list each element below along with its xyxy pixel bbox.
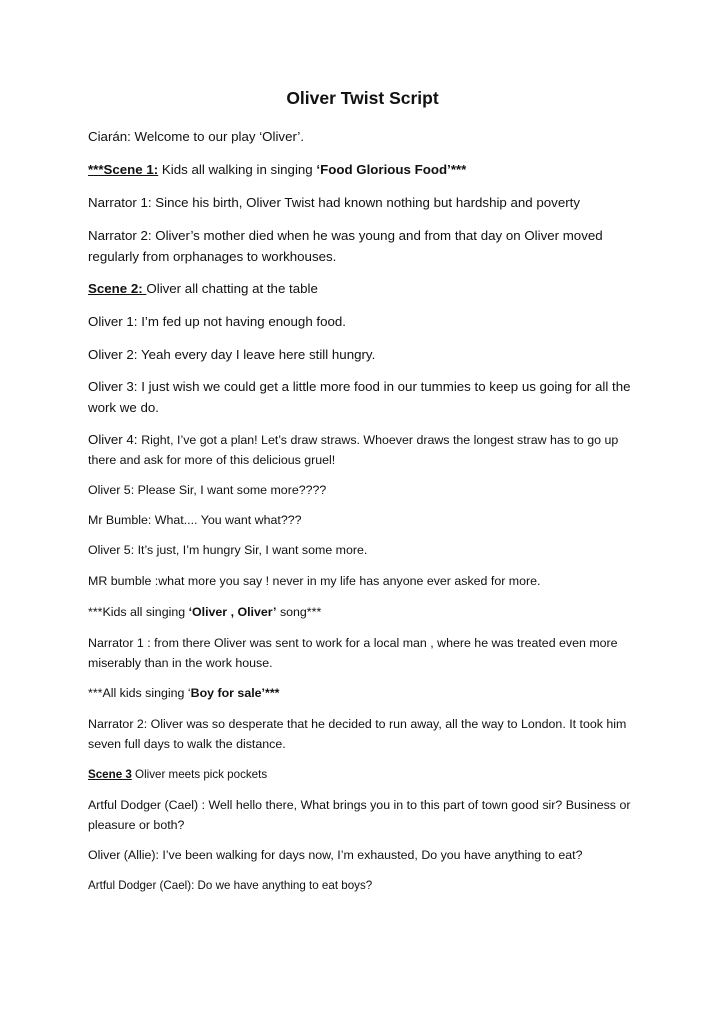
scene1-description: Kids all walking in singing (158, 162, 317, 177)
line-narrator1-work: Narrator 1 : from there Oliver was sent to work for a local man , where he was treated even more miserably than in the work house. (88, 636, 618, 670)
scene3-description: Oliver meets pick pockets (131, 768, 268, 781)
scene1-marker: ***Scene 1: (88, 162, 159, 177)
scene1-heading (88, 159, 648, 180)
song2-prefix: ***Kids all singing (88, 605, 189, 619)
line-oliver5-request: Oliver 5: Please Sir, I want some more???? (88, 483, 327, 497)
line-narrator2-london: Narrator 2: Oliver was so desperate that he decided to run away, all the way to London. It took him seven full days to walk the distance. (88, 717, 627, 751)
song3-prefix: ***All kids singing ‘ (88, 686, 191, 700)
song3-title: Boy for sale’*** (190, 686, 280, 700)
song2-suffix: song*** (276, 605, 322, 619)
scene3-heading (88, 765, 648, 784)
scene2-heading (88, 278, 648, 299)
line-welcome: Ciarán: Welcome to our play ‘Oliver’. (88, 129, 305, 144)
line-oliver5-hungry: Oliver 5: It’s just, I’m hungry Sir, I want some more. (88, 543, 368, 557)
line-narrator1-intro: Narrator 1: Since his birth, Oliver Twist had known nothing but hardship and poverty (88, 195, 580, 210)
page-title: Oliver Twist Script (286, 88, 439, 108)
line-bumble2: MR bumble :what more you say ! never in my life has anyone ever asked for more. (88, 574, 541, 588)
line-bumble1: Mr Bumble: What.... You want what??? (88, 513, 302, 527)
song-oliver-heading (88, 603, 648, 623)
line-oliver1: Oliver 1: I’m fed up not having enough food. (88, 314, 346, 329)
oliver4-speaker: Oliver 4: (88, 432, 142, 447)
scene2-description: Oliver all chatting at the table (146, 281, 318, 296)
scene2-marker: Scene 2: (88, 281, 147, 296)
song-boy-for-sale-heading (88, 684, 648, 704)
line-narrator2-intro: Narrator 2: Oliver’s mother died when he was young and from that day on Oliver moved regularly from orphanages to workhouses. (88, 228, 603, 264)
oliver4-text: Right, I’ve got a plan! Let’s draw straws. Whoever draws the longest straw has to go up there and ask for more of this delicious gruel! (88, 433, 619, 467)
line-oliver4 (88, 430, 648, 470)
scene3-marker: Scene 3 (88, 768, 132, 781)
line-oliver-allie: Oliver (Allie): I’ve been walking for days now, I’m exhausted, Do you have anything to eat? (88, 848, 583, 862)
line-oliver3: Oliver 3: I just wish we could get a little more food in our tummies to keep us going for all the work we do. (88, 379, 631, 415)
line-dodger2: Artful Dodger (Cael): Do we have anything to eat boys? (88, 879, 373, 892)
scene1-song-title: ‘Food Glorious Food’*** (316, 162, 467, 177)
line-dodger1: Artful Dodger (Cael) : Well hello there, What brings you in to this part of town good sir? Business or pleasure or both? (88, 798, 631, 832)
song2-title: ‘Oliver , Oliver’ (188, 605, 277, 619)
line-oliver2: Oliver 2: Yeah every day I leave here still hungry. (88, 347, 376, 362)
